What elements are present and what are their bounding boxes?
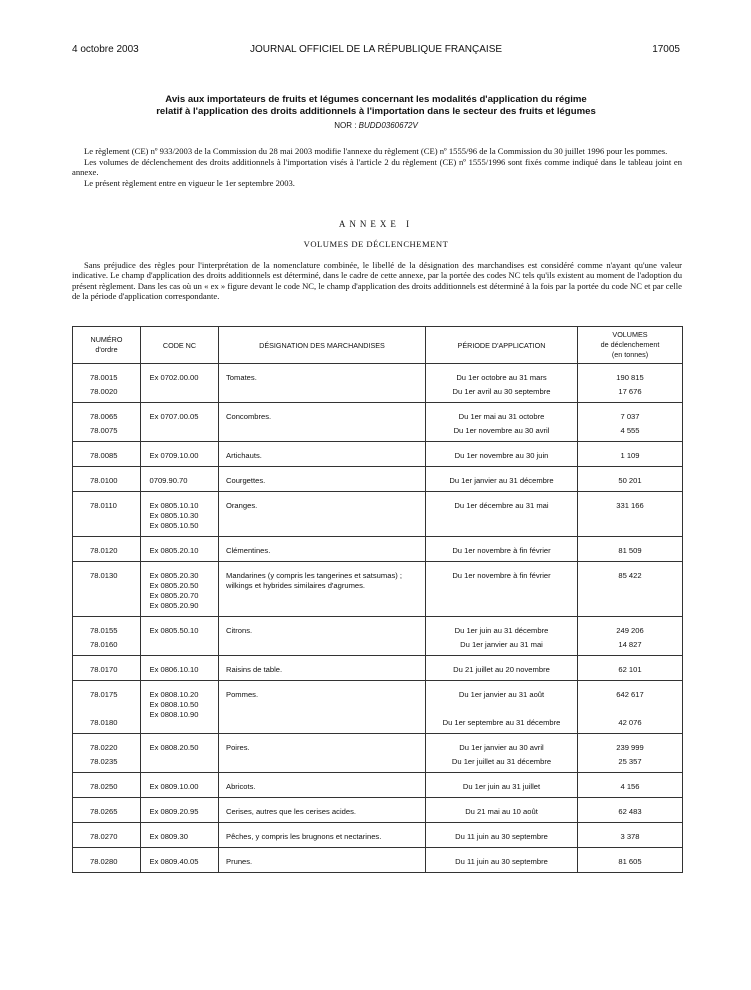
cell-code-nc-value: 0709.90.70 [149, 476, 188, 485]
cell-code-nc-value: Ex 0809.10.00 [149, 782, 199, 791]
journal-title: JOURNAL OFFICIEL DE LA RÉPUBLIQUE FRANÇAISE [249, 44, 503, 55]
cell-volume [578, 364, 683, 403]
cell-periode [426, 403, 578, 442]
cell-volume [578, 773, 683, 798]
notice-title-line2: relatif à l'application des droits additionnels à l'importation dans le secteur des fruits et légumes [156, 106, 596, 117]
cell-code-nc-value: Ex 0806.10.10 [149, 665, 199, 674]
cell-designation [219, 798, 426, 823]
cell-periode-value: Du 1er septembre au 31 décembre [442, 718, 561, 727]
cell-periode-value: Du 1er juillet au 31 décembre [451, 757, 552, 766]
table-body [73, 364, 683, 873]
cell-designation [219, 403, 426, 442]
cell-numero [73, 773, 141, 798]
header-volumes-line: VOLUMES [612, 330, 648, 339]
table-row [73, 734, 683, 773]
page-number: 17005 [652, 44, 680, 55]
cell-code-nc-value: Ex 0709.10.00 [149, 451, 199, 460]
spacer [426, 700, 577, 718]
cell-periode [426, 823, 578, 848]
cell-numero-value: 78.0110 [90, 501, 117, 510]
cell-numero-value: 78.0015 [90, 373, 118, 382]
cell-code-nc-value: Ex 0805.20.30 [149, 571, 199, 580]
cell-volume-value: 14 827 [618, 640, 642, 649]
cell-periode-value: Du 1er novembre au 30 juin [454, 451, 549, 460]
cell-volume-value: 7 037 [620, 412, 640, 421]
cell-code-nc-value: Ex 0808.10.20 [149, 690, 199, 699]
cell-code-nc-value: Ex 0707.00.05 [149, 412, 199, 421]
cell-code-nc-value: Ex 0805.20.70 [149, 591, 199, 600]
cell-code-nc [141, 364, 219, 403]
cell-code-nc [141, 492, 219, 537]
cell-periode [426, 537, 578, 562]
cell-periode-value: Du 1er janvier au 31 décembre [449, 476, 554, 485]
cell-numero-value: 78.0175 [90, 690, 118, 699]
cell-code-nc [141, 562, 219, 617]
cell-designation [219, 364, 426, 403]
cell-code-nc-value: Ex 0805.20.10 [149, 546, 199, 555]
cell-volume [578, 681, 683, 734]
header-volumes [578, 327, 683, 364]
cell-volume [578, 848, 683, 873]
header-volumes-line: de déclenchement [600, 340, 660, 349]
cell-numero-value: 78.0270 [90, 832, 118, 841]
cell-code-nc-value: Ex 0809.40.05 [149, 857, 199, 866]
cell-numero [73, 562, 141, 617]
header-numero-line: d'ordre [95, 345, 118, 354]
cell-numero [73, 656, 141, 681]
cell-volume-value: 642 617 [616, 690, 644, 699]
annex-subtitle: VOLUMES DE DÉCLENCHEMENT [303, 239, 449, 249]
cell-volume-value: 3 378 [620, 832, 640, 841]
cell-designation-value: Abricots. [226, 782, 256, 791]
cell-code-nc-value: Ex 0805.10.10 [149, 501, 199, 510]
cell-numero [73, 617, 141, 656]
header-date: 4 octobre 2003 [72, 44, 139, 55]
cell-designation-value: Concombres. [226, 412, 272, 421]
cell-volume-value: 25 357 [618, 757, 642, 766]
table-row [73, 537, 683, 562]
cell-code-nc [141, 823, 219, 848]
cell-designation [219, 848, 426, 873]
notice-title [72, 94, 680, 118]
cell-periode-value: Du 1er décembre au 31 mai [454, 501, 549, 510]
cell-designation [219, 681, 426, 734]
cell-periode-value: Du 1er janvier au 31 août [458, 690, 545, 699]
cell-code-nc-value: Ex 0805.50.10 [149, 626, 199, 635]
cell-code-nc-value: Ex 0805.10.50 [149, 521, 199, 530]
cell-volume-value: 81 605 [618, 857, 642, 866]
cell-periode-value: Du 1er novembre à fin février [452, 546, 551, 555]
cell-designation-value: Clémentines. [226, 546, 271, 555]
cell-periode [426, 773, 578, 798]
cell-code-nc [141, 773, 219, 798]
cell-numero [73, 537, 141, 562]
cell-volume [578, 442, 683, 467]
cell-designation-value: wilkings et hybrides similaires d'agrumes. [226, 581, 366, 590]
cell-periode-value: Du 1er janvier au 30 avril [459, 743, 544, 752]
cell-code-nc [141, 734, 219, 773]
cell-volume-value: 62 483 [618, 807, 642, 816]
intro-paragraph: Le règlement (CE) nº 933/2003 de la Commission du 28 mai 2003 modifie l'annexe du règlement (CE) nº 1555/96 de la Commission du 30 juillet 1996 pour les pommes. [84, 146, 668, 156]
cell-code-nc-value: Ex 0805.20.50 [149, 581, 199, 590]
cell-numero [73, 823, 141, 848]
cell-periode-value: Du 1er janvier au 31 mai [460, 640, 543, 649]
cell-code-nc [141, 537, 219, 562]
cell-numero-value: 78.0120 [90, 546, 118, 555]
table-row [73, 656, 683, 681]
cell-periode-value: Du 1er mai au 31 octobre [458, 412, 545, 421]
cell-numero [73, 403, 141, 442]
cell-volume-value: 81 509 [618, 546, 642, 555]
table-row [73, 403, 683, 442]
table-row [73, 467, 683, 492]
cell-numero-value: 78.0100 [90, 476, 118, 485]
header-volumes-line: (en tonnes) [611, 350, 649, 359]
cell-periode [426, 442, 578, 467]
cell-designation-value: Raisins de table. [226, 665, 283, 674]
cell-numero-value: 78.0130 [90, 571, 118, 580]
cell-periode-value: Du 1er avril au 30 septembre [452, 387, 551, 396]
cell-code-nc-value: Ex 0809.20.95 [149, 807, 199, 816]
cell-numero-value: 78.0155 [90, 626, 118, 635]
cell-volume [578, 617, 683, 656]
cell-periode [426, 364, 578, 403]
cell-volume [578, 798, 683, 823]
cell-code-nc-value: Ex 0805.10.30 [149, 511, 199, 520]
cell-designation [219, 562, 426, 617]
cell-designation-value: Poires. [226, 743, 250, 752]
cell-designation [219, 773, 426, 798]
cell-volume-value: 1 109 [620, 451, 640, 460]
annex-title: ANNEXE I [338, 219, 414, 229]
table-row [73, 492, 683, 537]
cell-numero [73, 734, 141, 773]
header-numero-line: NUMÉRO [90, 335, 123, 344]
cell-periode [426, 798, 578, 823]
table-row [73, 823, 683, 848]
table-row [73, 617, 683, 656]
cell-designation [219, 823, 426, 848]
cell-designation [219, 537, 426, 562]
cell-code-nc-value: Ex 0702.00.00 [149, 373, 199, 382]
spacer [578, 700, 682, 718]
cell-numero-value: 78.0065 [90, 412, 118, 421]
cell-designation-value: Cerises, autres que les cerises acides. [226, 807, 356, 816]
cell-code-nc [141, 798, 219, 823]
cell-designation-value: Citrons. [226, 626, 253, 635]
cell-volume-value: 4 555 [620, 426, 640, 435]
page-header [72, 44, 680, 58]
cell-code-nc-value: Ex 0808.10.50 [149, 700, 199, 709]
cell-designation [219, 467, 426, 492]
cell-numero-value: 78.0280 [90, 857, 118, 866]
cell-code-nc-value: Ex 0808.20.50 [149, 743, 199, 752]
cell-numero-value: 78.0170 [90, 665, 118, 674]
cell-designation-value: Mandarines (y compris les tangerines et satsumas) ; [226, 571, 402, 580]
cell-volume-value: 62 101 [618, 665, 642, 674]
cell-periode-value: Du 21 mai au 10 août [465, 807, 538, 816]
cell-periode-value: Du 1er juin au 31 juillet [462, 782, 541, 791]
cell-periode [426, 467, 578, 492]
cell-designation [219, 442, 426, 467]
trigger-volumes-table [72, 326, 683, 873]
cell-numero-value: 78.0265 [90, 807, 118, 816]
cell-code-nc [141, 617, 219, 656]
cell-designation-value: Artichauts. [226, 451, 262, 460]
table-row [73, 773, 683, 798]
cell-numero [73, 467, 141, 492]
header-designation: DÉSIGNATION DES MARCHANDISES [219, 327, 426, 364]
cell-code-nc [141, 403, 219, 442]
annex-text [72, 260, 682, 302]
cell-volume [578, 656, 683, 681]
cell-code-nc-value: Ex 0808.10.90 [149, 710, 199, 719]
table-header-row [73, 327, 683, 364]
cell-code-nc [141, 848, 219, 873]
cell-designation-value: Pêches, y compris les brugnons et nectarines. [226, 832, 382, 841]
cell-periode [426, 848, 578, 873]
header-periode: PÉRIODE D'APPLICATION [426, 327, 578, 364]
cell-numero-value: 78.0220 [90, 743, 118, 752]
cell-numero-value: 78.0160 [90, 640, 118, 649]
table-row [73, 681, 683, 734]
cell-code-nc [141, 467, 219, 492]
nor-code: BUDD0360672V [358, 121, 418, 130]
cell-periode [426, 656, 578, 681]
cell-code-nc [141, 656, 219, 681]
cell-numero-value: 78.0235 [90, 757, 118, 766]
cell-periode-value: Du 1er octobre au 31 mars [456, 373, 547, 382]
cell-volume-value: 4 156 [620, 782, 640, 791]
cell-periode-value: Du 1er juin au 31 décembre [454, 626, 549, 635]
cell-volume-value: 239 999 [616, 743, 644, 752]
table-row [73, 798, 683, 823]
cell-periode [426, 492, 578, 537]
cell-volume [578, 823, 683, 848]
cell-designation [219, 656, 426, 681]
cell-volume-value: 17 676 [618, 387, 642, 396]
cell-volume [578, 492, 683, 537]
cell-designation-value: Prunes. [226, 857, 253, 866]
cell-numero [73, 681, 141, 734]
cell-volume [578, 537, 683, 562]
cell-periode [426, 681, 578, 734]
cell-periode [426, 617, 578, 656]
annex-paragraph: Sans préjudice des règles pour l'interprétation de la nomenclature combinée, le libellé de la désignation des marchandises est considéré comme n'ayant qu'une valeur indicative. Le champ d'application des droits additionnels est déterminé, dans le cadre de cette annexe, par la portée des codes NC tels qu'ils existent au moment de l'adoption du présent règlement. Dans les cas où un « ex » figure devant le code NC, le champ d'application des droits additionnels est déterminé à la fois par la portée du code NC et par celle de la période d'application correspondante. [72, 260, 682, 302]
cell-numero-value: 78.0075 [90, 426, 118, 435]
table-row [73, 848, 683, 873]
cell-volume-value: 42 076 [618, 718, 642, 727]
table-row [73, 562, 683, 617]
cell-numero-value: 78.0085 [90, 451, 118, 460]
cell-code-nc [141, 681, 219, 734]
nor-label: NOR : [334, 121, 357, 130]
intro-text [72, 146, 682, 188]
cell-numero [73, 442, 141, 467]
header-code-nc: CODE NC [141, 327, 219, 364]
intro-paragraph: Les volumes de déclenchement des droits additionnels à l'importation visés à l'article 2 du règlement (CE) nº 1555/1996 sont fixés comme indiqué dans le tableau joint en annexe. [72, 156, 682, 178]
intro-paragraph: Le présent règlement entre en vigueur le 1er septembre 2003. [84, 177, 295, 188]
nor-reference [72, 121, 680, 130]
cell-numero [73, 798, 141, 823]
cell-numero [73, 492, 141, 537]
cell-volume [578, 562, 683, 617]
cell-periode [426, 562, 578, 617]
cell-volume-value: 331 166 [616, 501, 644, 510]
notice-title-line1: Avis aux importateurs de fruits et légumes concernant les modalités d'application du régime [165, 94, 587, 105]
cell-numero-value: 78.0250 [90, 782, 118, 791]
cell-designation [219, 492, 426, 537]
cell-periode-value: Du 1er novembre au 30 avril [453, 426, 550, 435]
cell-volume [578, 467, 683, 492]
cell-volume-value: 249 206 [616, 626, 644, 635]
cell-numero [73, 364, 141, 403]
header-numero [73, 327, 141, 364]
cell-volume-value: 50 201 [618, 476, 642, 485]
cell-volume-value: 85 422 [618, 571, 642, 580]
cell-periode-value: Du 1er novembre à fin février [452, 571, 551, 580]
spacer [90, 700, 140, 718]
cell-designation-value: Pommes. [226, 690, 259, 699]
cell-designation-value: Tomates. [226, 373, 257, 382]
cell-designation-value: Oranges. [226, 501, 258, 510]
cell-periode [426, 734, 578, 773]
cell-periode-value: Du 11 juin au 30 septembre [455, 832, 548, 841]
cell-volume [578, 734, 683, 773]
cell-periode-value: Du 11 juin au 30 septembre [455, 857, 548, 866]
cell-numero [73, 848, 141, 873]
cell-numero-value: 78.0180 [90, 718, 118, 727]
cell-designation [219, 617, 426, 656]
table-row [73, 442, 683, 467]
cell-code-nc-value: Ex 0809.30 [149, 832, 188, 841]
cell-volume [578, 403, 683, 442]
cell-code-nc [141, 442, 219, 467]
cell-designation [219, 734, 426, 773]
table-row [73, 364, 683, 403]
cell-volume-value: 190 815 [616, 373, 644, 382]
cell-periode-value: Du 21 juillet au 20 novembre [453, 665, 550, 674]
cell-designation-value: Courgettes. [226, 476, 266, 485]
cell-code-nc-value: Ex 0805.20.90 [149, 601, 199, 610]
cell-numero-value: 78.0020 [90, 387, 118, 396]
